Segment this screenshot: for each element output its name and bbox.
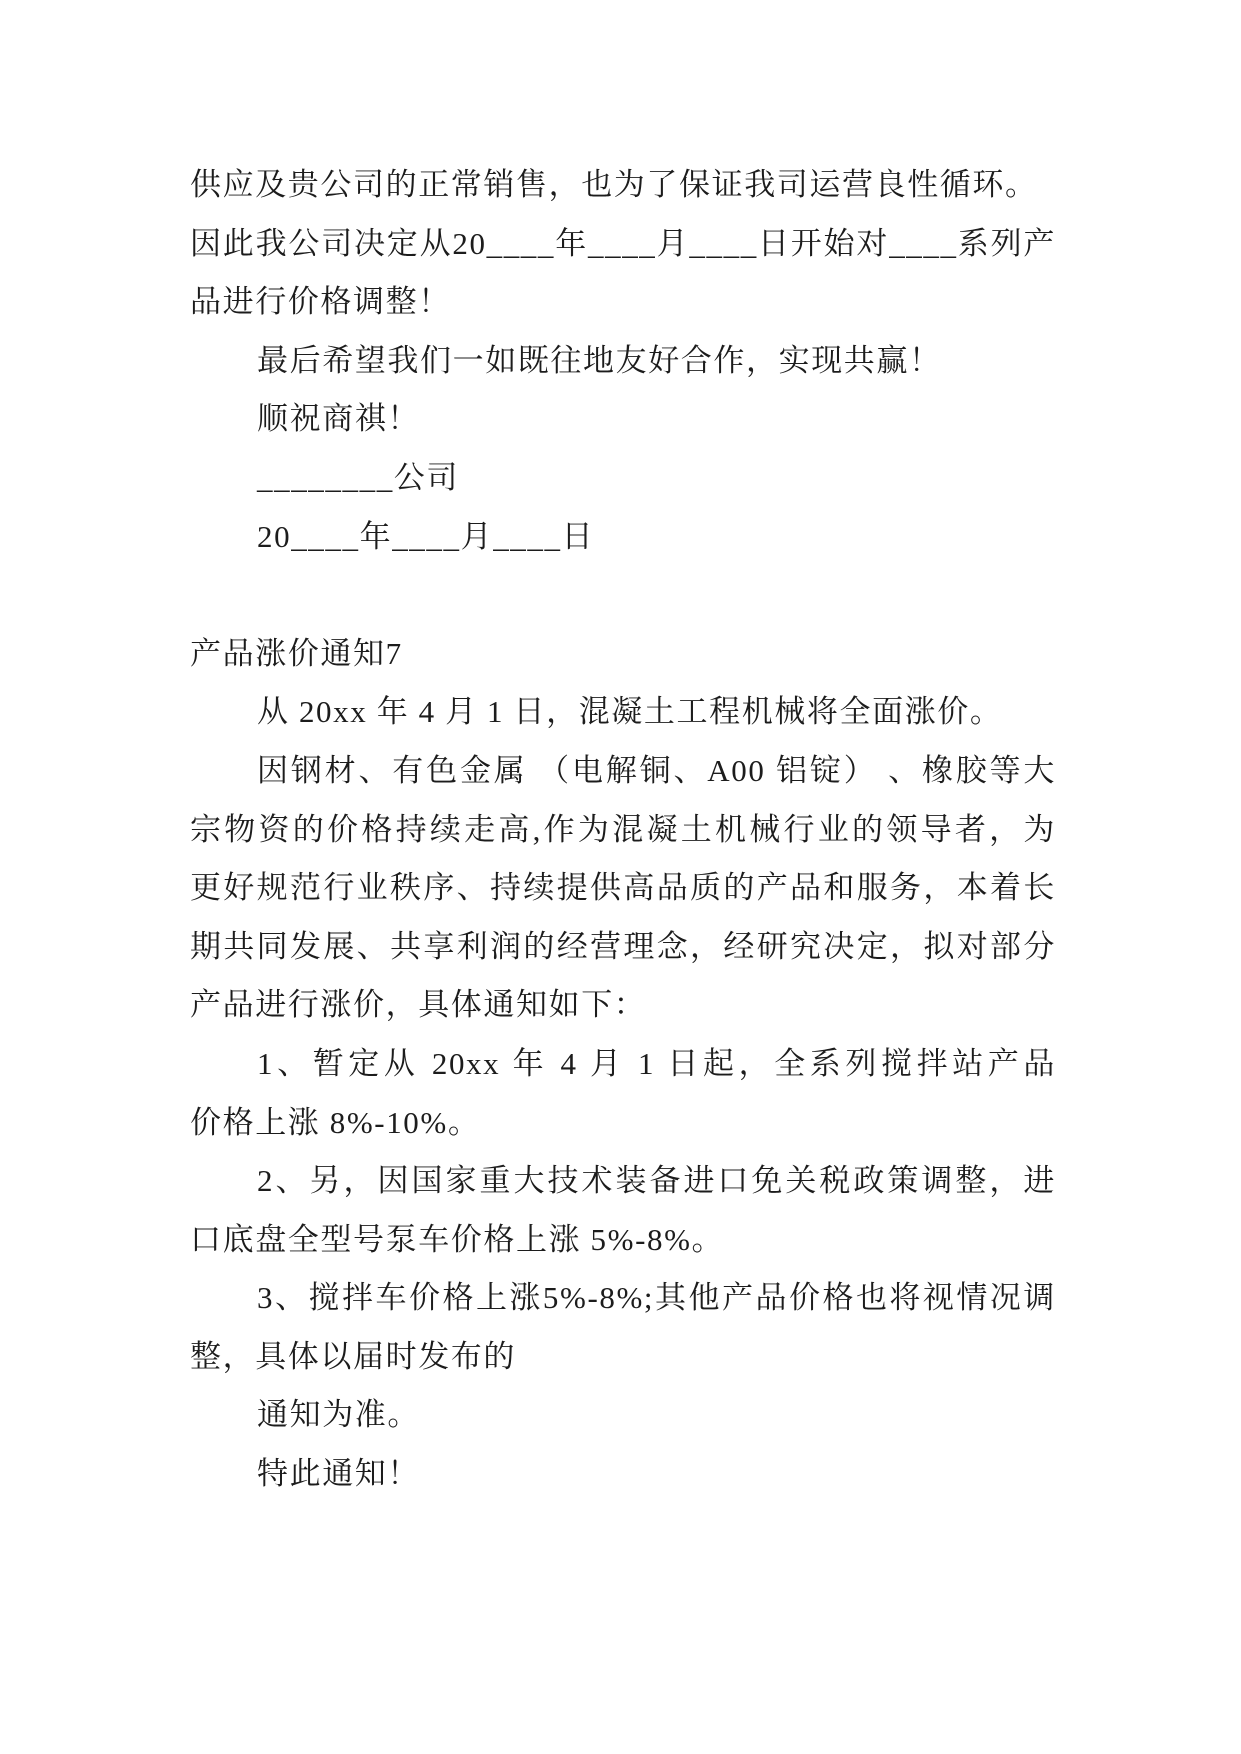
notice-title: 产品涨价通知7 (190, 635, 403, 671)
notice-continuation: 通知为准。 (257, 1397, 420, 1433)
reason-line: 期共同发展、共享利润的经营理念，经研究决定，拟对部分 (190, 928, 1056, 964)
notice-closing: 特此通知！ (257, 1456, 420, 1492)
letter-body-line: 供应及贵公司的正常销售，也为了保证我司运营良性循环。 (190, 167, 1038, 202)
item-line: 价格上涨 8%-10%。 (190, 1104, 481, 1140)
reason-line: 更好规范行业秩序、持续提供高品质的产品和服务，本着长 (190, 870, 1056, 906)
blank-line (190, 566, 1056, 625)
notice-item-1 (190, 1035, 1056, 1152)
letter-body-line: 品进行价格调整！ (190, 284, 451, 320)
signature-date: 20____年____月____日 (257, 518, 595, 554)
closing-wish: 最后希望我们一如既往地友好合作，实现共赢！ (257, 342, 942, 378)
reason-line: 因钢材、有色金属 （电解铜、A00 铝锭） 、橡胶等大 (257, 752, 1056, 788)
salutation: 顺祝商祺！ (257, 401, 420, 437)
signature-company: ________公司 (257, 459, 459, 495)
notice-item-2 (190, 1152, 1056, 1269)
item-line: 1、暂定从 20xx 年 4 月 1 日起，全系列搅拌站产品 (257, 1045, 1056, 1081)
reason-line: 产品进行涨价，具体通知如下： (190, 987, 647, 1023)
letter-body-line: 因此我公司决定从20____年____月____日开始对____系列产 (190, 225, 1056, 261)
item-line: 2、另，因国家重大技术装备进口免关税政策调整，进 (257, 1163, 1056, 1199)
notice-item-3 (190, 1269, 1056, 1386)
letter-body-paragraph (190, 156, 1056, 332)
notice-intro: 从 20xx 年 4 月 1 日，混凝土工程机械将全面涨价。 (257, 694, 1003, 730)
item-line: 口底盘全型号泵车价格上涨 5%-8%。 (190, 1221, 725, 1257)
document-body (190, 156, 1056, 1504)
item-line: 整，具体以届时发布的 (190, 1338, 516, 1374)
reason-line: 宗物资的价格持续走高,作为混凝土机械行业的领导者，为 (190, 811, 1056, 847)
item-line: 3、搅拌车价格上涨5%-8%;其他产品价格也将视情况调 (257, 1280, 1056, 1316)
notice-reason-paragraph (190, 742, 1056, 1035)
